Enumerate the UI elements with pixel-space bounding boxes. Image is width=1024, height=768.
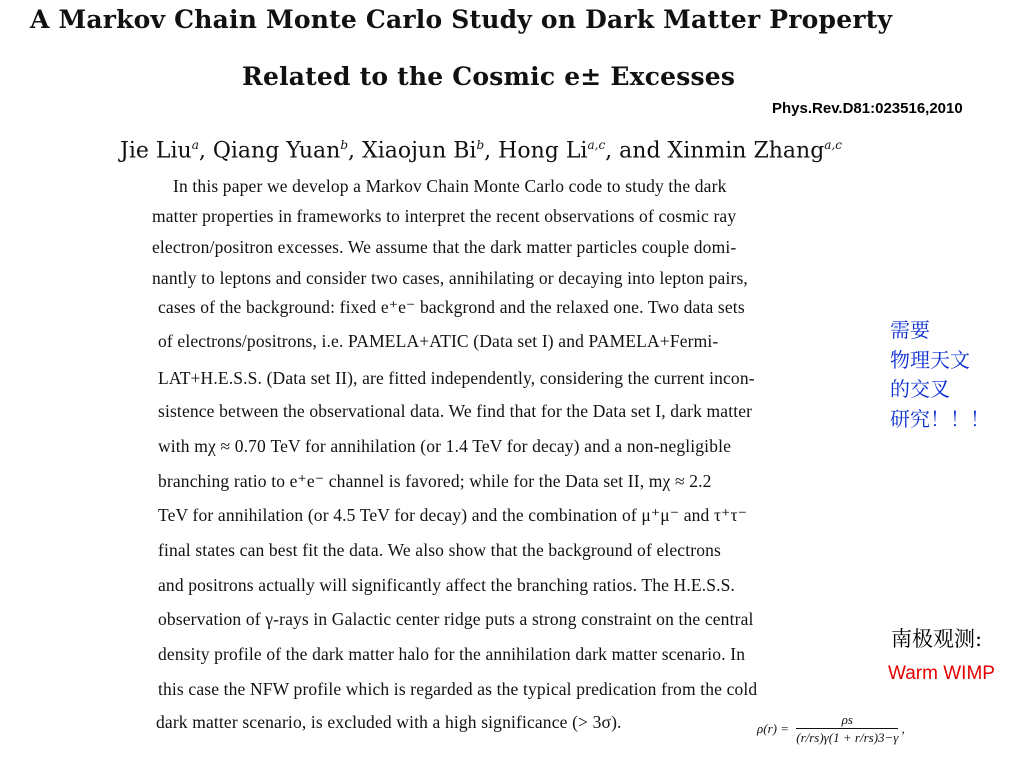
author-affiliation: a,c xyxy=(587,138,606,152)
abstract-line: cases of the background: fixed e⁺e⁻ backgrond and the relaxed one. Two data sets xyxy=(158,297,745,317)
formula-numerator: ρs xyxy=(796,713,898,729)
formula-lhs: ρ(r) = xyxy=(757,721,789,736)
author-name: Jie Liu xyxy=(120,138,192,164)
formula-fraction xyxy=(796,713,898,744)
annotation-line: 需要 xyxy=(890,318,930,342)
abstract-line: and positrons actually will significantly affect the branching ratios. The H.E.S.S. xyxy=(158,575,736,595)
author-affiliation: a xyxy=(191,138,199,152)
abstract-line: sistence between the observational data. We find that for the Data set I, dark matter xyxy=(158,401,753,421)
abstract-line: LAT+H.E.S.S. (Data set II), are fitted independently, considering the current incon- xyxy=(158,368,755,388)
abstract-line: branching ratio to e⁺e⁻ channel is favored; while for the Data set II, mχ ≈ 2.2 xyxy=(158,471,712,491)
abstract-line: TeV for annihilation (or 4.5 TeV for decay) and the combination of μ⁺μ⁻ and τ⁺τ⁻ xyxy=(158,505,748,525)
author-name: Qiang Yuan xyxy=(212,138,341,164)
author-name: Xinmin Zhang xyxy=(667,138,825,164)
author-name: Hong Li xyxy=(498,138,588,164)
nfw-density-formula xyxy=(757,713,905,744)
annotation-antarctic-observation: 南极观测: xyxy=(891,627,983,651)
annotation-interdisciplinary-note xyxy=(890,316,990,434)
abstract-line: electron/positron excesses. We assume that the dark matter particles couple domi- xyxy=(152,237,737,257)
abstract-line: dark matter scenario, is excluded with a high significance (> 3σ). xyxy=(156,712,622,732)
abstract-line: matter properties in frameworks to interpret the recent observations of cosmic ray xyxy=(152,206,737,226)
author-name: Xiaojun Bi xyxy=(362,138,477,164)
abstract-line: of electrons/positrons, i.e. PAMELA+ATIC (Data set I) and PAMELA+Fermi- xyxy=(158,331,719,351)
abstract-line: final states can best fit the data. We also show that the background of electrons xyxy=(158,540,721,560)
author-affiliation: b xyxy=(476,138,485,152)
annotation-warm-wimp: Warm WIMP xyxy=(888,663,995,684)
abstract-line: nantly to leptons and consider two cases, annihilating or decaying into lepton pairs, xyxy=(152,268,748,288)
annotation-line: 的交叉 xyxy=(890,377,950,401)
abstract-line: density profile of the dark matter halo for the annihilation dark matter scenario. In xyxy=(158,644,746,664)
abstract-line: with mχ ≈ 0.70 TeV for annihilation (or 1.4 TeV for decay) and a non-negligible xyxy=(158,436,732,456)
abstract-line: In this paper we develop a Markov Chain Monte Carlo code to study the dark xyxy=(173,176,727,196)
abstract-line: this case the NFW profile which is regarded as the typical predication from the cold xyxy=(158,679,758,699)
abstract-line: observation of γ-rays in Galactic center ridge puts a strong constraint on the central xyxy=(158,609,754,629)
author-affiliation: b xyxy=(340,138,349,152)
paper-title-line-1: A Markov Chain Monte Carlo Study on Dark Matter Property xyxy=(30,5,893,34)
paper-title-line-2: Related to the Cosmic e± Excesses xyxy=(242,62,736,91)
author-list: Jie Liu$^a$, Qiang Yuan$^b$, Xiaojun Bi$^b$, Hong Li$^{a,c}$, and Xinmin Zhang$^{a,c}$ xyxy=(120,138,842,164)
author-affiliation: a,c xyxy=(824,138,842,152)
formula-tail: , xyxy=(901,721,905,736)
annotation-line: 研究！！！ xyxy=(890,406,990,431)
annotation-line: 物理天文 xyxy=(890,347,970,372)
formula-denominator: (r/rs)γ(1 + r/rs)3−γ xyxy=(796,730,899,745)
journal-citation: Phys.Rev.D81:023516,2010 xyxy=(772,100,963,117)
